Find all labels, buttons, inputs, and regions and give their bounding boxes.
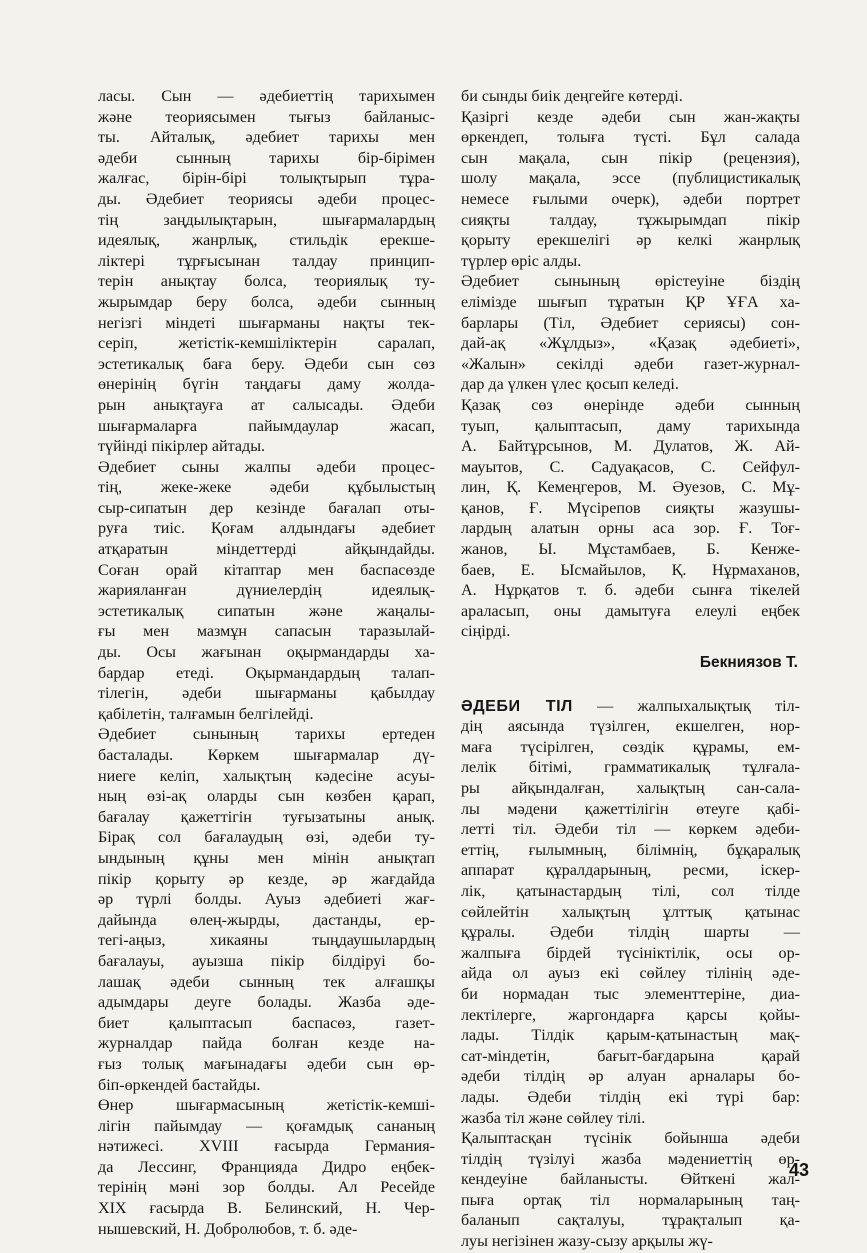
text-line: елімізде шығып тұратын ҚР ҰҒА ха- [461, 293, 800, 311]
entry-paragraph [461, 696, 800, 1129]
text-line: дің аясында түзілген, екшелген, нор- [461, 718, 800, 736]
text-line: негізгі міндеті шығарманы нақты тек- [98, 314, 435, 332]
paragraph [98, 458, 435, 726]
text-line: бағалау қажеттігін туғызатыны анық. [98, 808, 435, 826]
text-line: серіп, жетістік-кемшіліктерін саралап, [98, 335, 435, 353]
text-line: А. Байтұрсынов, М. Дулатов, Ж. Ай- [461, 438, 800, 456]
text-line: маға түсірілген, сөздік құрамы, ем- [461, 738, 800, 756]
text-line: би сынды биік деңгейге көтерді. [461, 88, 683, 105]
text-line: ғыз толық мағынадағы әдеби сын өр- [98, 1055, 435, 1073]
paragraph [461, 272, 800, 396]
text-line: жанов, Ы. Мұстамбаев, Б. Кенже- [461, 541, 800, 559]
text-line: Қазіргі кезде әдеби сын жан-жақты [461, 108, 800, 126]
text-line: бардар етеді. Оқырмандардың талап- [98, 664, 435, 682]
text-line: шолу мақала, эссе (публицистикалық [461, 170, 800, 188]
text-line: «Жалын» секілді әдеби газет-журнал- [461, 355, 800, 373]
text-line: идеялық, жанрлық, стильдік ерекше- [98, 232, 435, 250]
paragraph [461, 396, 800, 643]
text-line: нышевский, Н. Добролюбов, т. б. әде- [98, 1220, 358, 1238]
text-line: сын мақала, сын пікір (рецензия), [461, 149, 800, 167]
text-line: эстетикалық баға беру. Әдеби сын сөз [98, 355, 435, 373]
text-line: адымдары деуге болады. Жазба әде- [98, 994, 435, 1012]
text-line: да Лессинг, Францияда Дидро еңбек- [98, 1158, 435, 1176]
text-line: ласы. Сын — әдебиеттің тарихымен [98, 88, 435, 105]
text-line: нәтижесі. XVIII ғасырда Германия- [98, 1138, 435, 1156]
text-line: ліктері тұрғысынан талдау принцип- [98, 252, 435, 270]
left-column [98, 87, 435, 1240]
text-line: руға тиіс. Қоғам алдындағы әдебиет [98, 520, 435, 538]
text-line: терінің мәні зор болды. Ал Ресейде [98, 1179, 435, 1197]
text-line: сыр-сипатын дер кезінде бағалап оты- [98, 499, 435, 517]
text-line: ды. Осы жағынан оқырмандарды ха- [98, 644, 435, 662]
text-line: пікір қорыту әр кезде, әр жағдайда [98, 870, 435, 888]
text-line: қанов, Ғ. Мүсірепов сияқты жазушы- [461, 499, 800, 517]
entry-headword: ӘДЕБИ ТІЛ [461, 696, 573, 715]
text-line: түрлер өріс алды. [461, 252, 582, 270]
text-line: басталады. Көркем шығармалар дү- [98, 747, 435, 764]
text-line: әдеби тілдің әр алуан арналары бо- [461, 1068, 800, 1086]
text-line: мауытов, С. Садуақасов, С. Сейфул- [461, 458, 800, 476]
text-line: би нормадан тыс элементтеріне, диа- [461, 985, 800, 1003]
text-line: жазба тіл және сөйлеу тілі. [461, 1109, 646, 1127]
text-line: терін анықтау болса, теориялық ту- [98, 273, 435, 291]
text-line: кендеуіне байланысты. Өйткені жал- [461, 1171, 800, 1189]
text-line: біп-өркендей бастайды. [98, 1076, 261, 1094]
text-line: лігін пайымдау — қоғамдық сананың [98, 1117, 435, 1135]
text-line: лы мәдени қажеттілігін өтеуге қабі- [461, 800, 800, 818]
text-line: ды. Әдебиет теориясы әдеби процес- [98, 190, 435, 208]
text-line: эстетикалық сипатын және жаңалы- [98, 602, 435, 620]
text-line: жарияланған дүниелердің идеялық- [98, 582, 435, 600]
text-line: әдеби сынның тарихы бір-бірімен [98, 149, 435, 167]
text-line: сияқты талдау, тұжырымдап пікір [461, 211, 800, 229]
text-line: дайында өлең-жырды, дастанды, ер- [98, 911, 435, 929]
text-line: қабілетін, талғамын белгілейді. [98, 705, 314, 723]
continued-entry [461, 87, 800, 643]
text-segment: — жалпыхалықтық тіл- [572, 697, 800, 715]
text-line: лардың алатын орны аса зор. Ғ. Тоғ- [461, 520, 800, 538]
text-line: пыға ортақ тіл нормаларының таң- [461, 1191, 800, 1209]
text-line: А. Нұрқатов т. б. әдеби сынға тікелей [461, 582, 800, 600]
text-line: Қалыптасқан түсінік бойынша әдеби [461, 1130, 800, 1148]
text-line: лашақ әдеби сынның тек алғашқы [98, 973, 435, 991]
text-line [461, 696, 800, 718]
paragraph [98, 87, 435, 458]
text-line: лады. Тілдік қарым-қатынастың мақ- [461, 1027, 800, 1045]
text-line: ғы мен мазмұн сапасын таразылай- [98, 623, 435, 641]
text-line: баланып сақталуы, тұрақталып қа- [461, 1212, 800, 1230]
text-line: айда ол ауыз екі сөйлеу тілінің әде- [461, 965, 800, 983]
page-number: 43 [788, 1160, 809, 1180]
text-line: лады. Әдеби тілдің екі түрі бар: [461, 1088, 800, 1106]
text-line: тің, жеке-жеке әдеби құбылыстың [98, 479, 435, 497]
text-line: тің заңдылықтарын, шығармалардың [98, 211, 435, 229]
text-line: барлары (Тіл, Әдебиет сериясы) сон- [461, 314, 800, 332]
text-line: Әдебиет сынының өрістеуіне біздің [461, 273, 800, 291]
text-line: XIX ғасырда В. Белинский, Н. Чер- [98, 1200, 435, 1218]
text-line: тілдің түзілуі жазба мәдениеттің өр- [461, 1150, 800, 1168]
dictionary-entry [461, 696, 800, 1253]
text-line: сөйлейтін халықтың ұлттық қатынас [461, 903, 800, 921]
text-line: дай-ақ «Жұлдыз», «Қазақ әдебиеті», [461, 335, 800, 353]
text-line: Қазақ сөз өнерінде әдеби сынның [461, 396, 800, 414]
text-line: сіңірді. [461, 623, 511, 641]
right-column [461, 87, 800, 1253]
text-line: аппарат құралдарының, ресми, іскер- [461, 862, 800, 880]
text-line: ындының құны мен мінін анықтап [98, 849, 435, 867]
text-line: сат-міндетін, бағыт-бағдарына қарай [461, 1047, 800, 1065]
text-line: жырымдар беру болса, әдеби сынның [98, 293, 435, 311]
text-line: луы негізінен жазу-сызу арқылы жү- [461, 1233, 713, 1251]
text-line: ты. Айталық, әдебиет тарихы мен [98, 129, 435, 147]
entry-divider [461, 674, 800, 696]
text-line: атқаратын міндеттерді айқындайды. [98, 541, 435, 559]
text-line: және теориясымен тығыз байланыс- [98, 108, 435, 126]
text-line: шығармаларға пайымдаулар жасап, [98, 417, 435, 435]
text-line: өнерінің бүгін таңдағы даму жолда- [98, 376, 435, 394]
text-line: араласып, оны дамытуға елеулі еңбек [461, 602, 800, 620]
text-line: қорыту ерекшелігі әр келкі жанрлық [461, 232, 800, 250]
paragraph [98, 725, 435, 1096]
text-line: лелік бітімі, грамматикалық тұлғала- [461, 759, 800, 777]
text-line: Әдебиет сыны жалпы әдеби процес- [98, 458, 435, 476]
paragraph [461, 108, 800, 273]
text-line: өркендеп, толыға түсті. Бұл салада [461, 129, 800, 147]
entry-paragraph [461, 1129, 800, 1253]
text-line: ниеге келіп, халықтың кәдесіне асуы- [98, 767, 435, 785]
text-line: жалпыға бірдей түсініктілік, осы ор- [461, 944, 800, 962]
text-line: еттің, ғылымның, білімнің, бұқаралық [461, 841, 800, 859]
text-line: Соған орай кітаптар мен баспасөзде [98, 561, 435, 579]
text-line: баев, Е. Ысмайылов, Қ. Нұрмаханов, [461, 561, 800, 579]
text-line: әр түрлі болды. Ауыз әдебиеті жағ- [98, 891, 435, 909]
text-line: немесе ғылыми очерк), әдеби портрет [461, 190, 800, 208]
text-line: Өнер шығармасының жетістік-кемші- [98, 1097, 435, 1115]
text-line: лектілерге, жаргондарға қарсы қойы- [461, 1006, 800, 1024]
paragraph [461, 87, 800, 108]
text-line: Әдебиет сынының тарихы ертеден [98, 726, 435, 744]
text-line: бағалауы, ауызша пікір білдіруі бо- [98, 952, 435, 970]
text-line: летті тіл. Әдеби тіл — көркем әдеби- [461, 821, 800, 839]
text-line: түйінді пікірлер айтады. [98, 438, 266, 456]
text-line: биет қалыптасып баспасөз, газет- [98, 1014, 435, 1032]
text-line: дар да үлкен үлес қосып келеді. [461, 376, 679, 394]
text-line: туып, қалыптасып, даму тарихында [461, 417, 800, 435]
text-line: жалғас, бірін-бірі толықтырып тұра- [98, 170, 435, 188]
text-line: тілегін, әдеби шығарманы қабылдау [98, 685, 435, 703]
text-line: лік, қатынастардың тілі, сол тілде [461, 882, 800, 900]
author-signature: Бекниязов Т. [699, 654, 798, 672]
paragraph [98, 1096, 435, 1240]
text-line: ры айқындалған, халықтың сан-сала- [461, 780, 800, 797]
text-line: тегі-аңыз, хикаяны тыңдаушылардың [98, 932, 435, 950]
text-line: Бірақ сол бағалаудың өзі, әдеби ту- [98, 829, 435, 847]
text-line: рын анықтауға ат салысады. Әдеби [98, 396, 435, 414]
text-line: лин, Қ. Кемеңгеров, М. Әуезов, С. Мұ- [461, 479, 800, 497]
text-line: құралы. Әдеби тілдің шарты — [461, 924, 800, 942]
text-line: ның өзі-ақ оларды сын көзбен қарап, [98, 788, 435, 806]
text-line: журналдар пайда болған кезде на- [98, 1035, 435, 1053]
